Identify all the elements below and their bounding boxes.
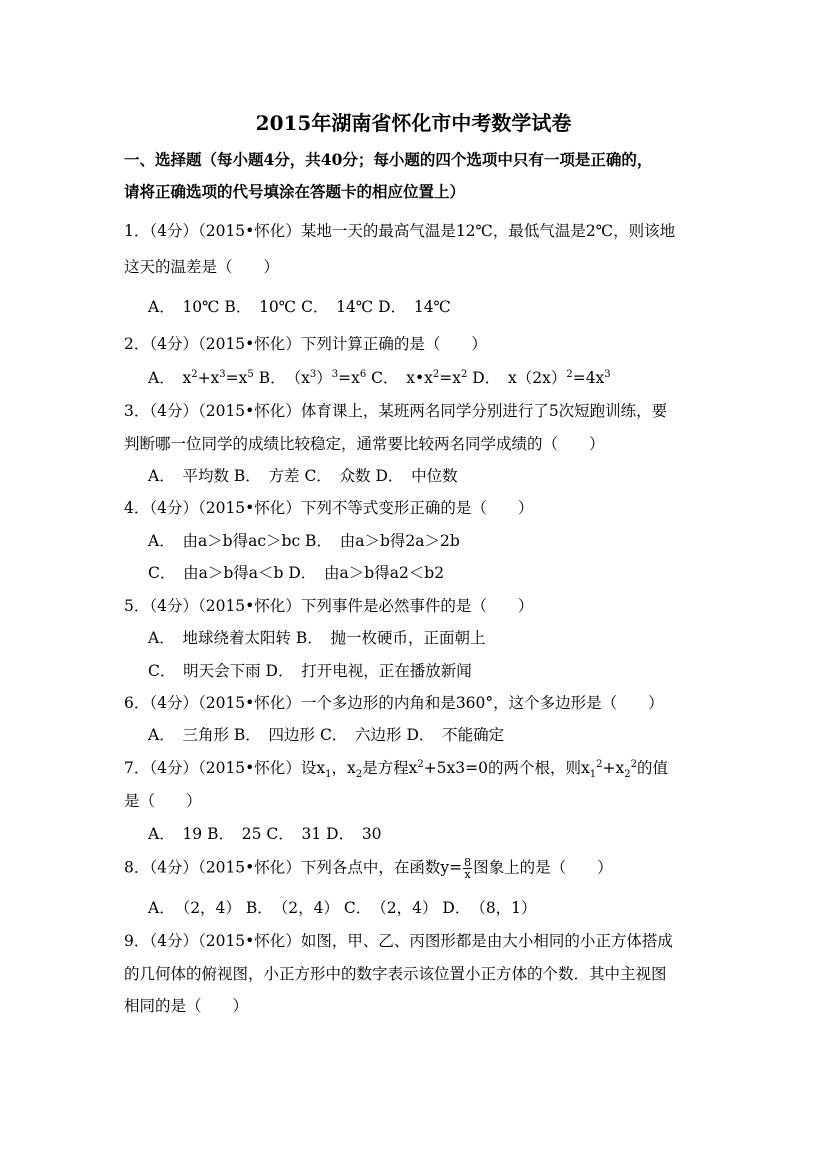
q1-stem-line2: 这天的温差是（ ） [124, 258, 280, 276]
q7-stem-line2: 是（ ） [124, 792, 202, 810]
q4-options-line1: A． 由a＞b得ac＞bc B． 由a＞b得2a＞2b [148, 532, 460, 550]
q1-stem-line1: 1．（4分）（2015•怀化）某地一天的最高气温是12℃，最低气温是2℃，则该地 [124, 222, 676, 240]
q3-options: A． 平均数 B． 方差 C． 众数 D． 中位数 [148, 467, 458, 485]
section-heading-line2: 请将正确选项的代号填涂在答题卡的相应位置上） [124, 182, 466, 201]
q5-stem: 5．（4分）（2015•怀化）下列事件是必然事件的是（ ） [124, 597, 534, 615]
q2-options: A． $x^2+x^3=x^5$ B． $(x^3)^3=x^6$ C． $x•x^2=x^2$ D． $x(2x)^2=4x^3$ [148, 368, 611, 387]
q3-stem-line2: 判断哪一位同学的成绩比较稳定，通常要比较两名同学成绩的（ ） [124, 435, 605, 453]
q9-stem-line3: 相同的是（ ） [124, 997, 249, 1015]
q9-stem-line2: 的几何体的俯视图，小正方形中的数字表示该位置小正方体的个数．其中主视图 [124, 965, 667, 983]
q7-stem-line1: 7．（4分）（2015•怀化）设$x_1$，$x_2$是方程$x^2+5x3=0$的两个根，则$x_1^2+x_2^2$的值 [124, 758, 668, 781]
fraction-8-over-x: $\frac{8}{x}$ [464, 856, 472, 881]
q3-stem-line1: 3．（4分）（2015•怀化）体育课上，某班两名同学分别进行了5次短跑训练，要 [124, 402, 668, 420]
q6-options: A． 三角形 B． 四边形 C． 六边形 D． 不能确定 [148, 726, 505, 744]
q6-stem: 6．（4分）（2015•怀化）一个多边形的内角和是360°，这个多边形是（ ） [124, 694, 664, 712]
q4-stem: 4．（4分）（2015•怀化）下列不等式变形正确的是（ ） [124, 499, 534, 517]
q9-stem-line1: 9．（4分）（2015•怀化）如图，甲、乙、丙图形都是由大小相同的小正方体搭成 [124, 932, 673, 950]
q7-options: A． 19 B． 25 C． 31 D． 30 [148, 825, 382, 843]
q8-options: A． （2，4） B． （2，4） C． （2，4） D． （8，1） [148, 899, 537, 917]
q5-options-line2: C． 明天会下雨 D． 打开电视，正在播放新闻 [148, 662, 472, 680]
section-heading-line1: 一、选择题（每小题4分，共40分；每小题的四个选项中只有一项是正确的， [124, 150, 653, 169]
q4-options-line2: C． 由a＞b得a＜b D． 由a＞b得a2＜b2 [148, 564, 445, 582]
q2-stem: 2．（4分）（2015•怀化）下列计算正确的是（ ） [124, 335, 487, 353]
q1-options: A． 10℃ B． 10℃ C． 14℃ D． 14℃ [148, 298, 451, 316]
page-title: 2015年湖南省怀化市中考数学试卷 [255, 111, 572, 135]
q8-stem: 8．（4分）（2015•怀化）下列各点中，在函数y= $\frac{8}{x}$ 图象上的是（ ） [124, 856, 613, 881]
q5-options-line1: A． 地球绕着太阳转 B． 抛一枚硬币，正面朝上 [148, 629, 486, 647]
